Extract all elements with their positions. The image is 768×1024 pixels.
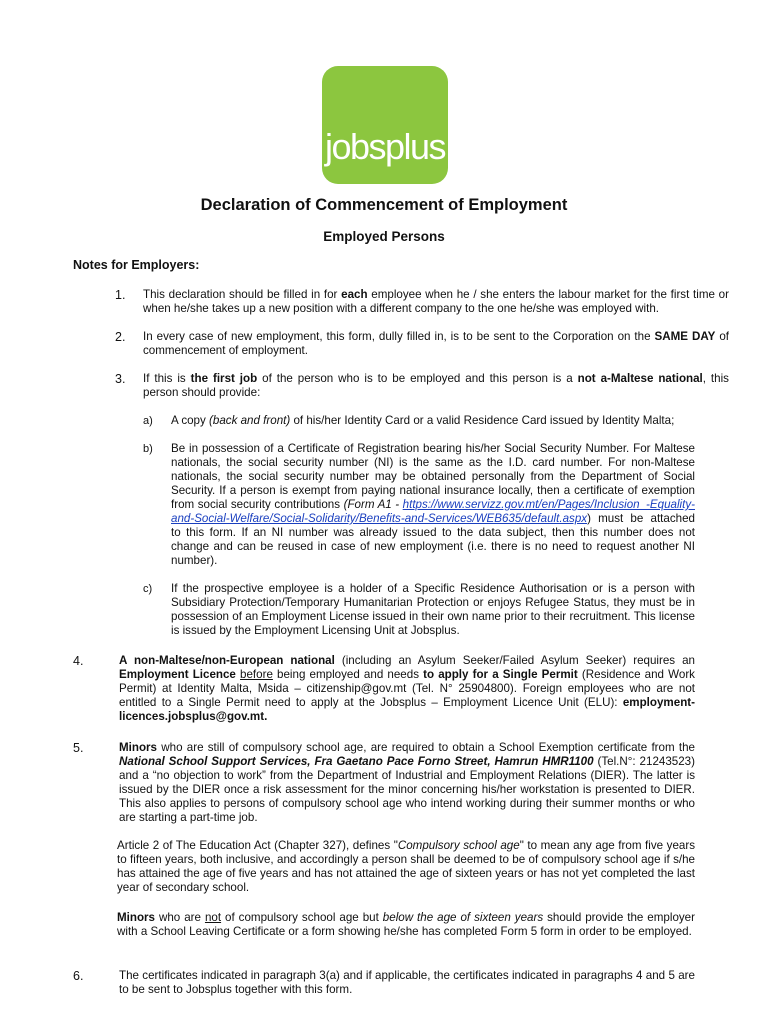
item-1-number: 1. <box>115 288 126 302</box>
item-4-text: A non-Maltese/non-European national (including an Asylum Seeker/Failed Asylum Seeker) requires an Employment Licence before being employed and needs to apply for a Single Permit (Residence and Work Permit) at Identity Malta, Msida – citizenship@gov.mt (Tel. N° 25904800). Foreign employees who are not entitled to a Single Permit need to apply at the Jobsplus – Employment Licence Unit (ELU): employment- licences.jobsplus@gov.mt. <box>119 654 695 723</box>
item-3c-text: If the prospective employee is a holder of a Specific Residence Authorisation or is a person with Subsidiary Protection/Temporary Humanitarian Protection or enjoys Refugee Status, they must be in possession of an Employment License issued in their own name prior to their recruitment. This license is issued by the Employment Licensing Unit at Jobsplus. <box>171 582 695 637</box>
item-3-number: 3. <box>115 372 126 386</box>
item-1-text: This declaration should be filled in for each employee when he / she enters the labour market for the first time or when he/she takes up a new position with a different company to the one he/she was employed with. <box>143 288 729 315</box>
item-5-paragraph-2: Article 2 of The Education Act (Chapter 327), defines "Compulsory school age" to mean any age from five years to fifteen years, both inclusive, and accordingly a person shall be deemed to be of compulsory school age if s/he has attained the age of five years and has not attained the age of sixteen years or has not yet completed the last year of secondary school. <box>117 839 696 894</box>
item-5-number: 5. <box>73 741 84 755</box>
document-title: Declaration of Commencement of Employment <box>200 196 568 214</box>
item-3a-label: a) <box>143 415 153 427</box>
logo-wordmark <box>322 126 448 168</box>
item-2-text: In every case of new employment, this form, dully filled in, is to be sent to the Corporation on the SAME DAY of commencement of employment. <box>143 330 729 357</box>
item-6-number: 6. <box>73 969 84 983</box>
item-3a-text: A copy (back and front) of his/her Identity Card or a valid Residence Card issued by Identity Malta; <box>171 414 675 427</box>
item-6-text: The certificates indicated in paragraph 3(a) and if applicable, the certificates indicated in paragraphs 4 and 5 are to be sent to Jobsplus together with this form. <box>119 969 695 996</box>
item-3-text: If this is the first job of the person who is to be employed and this person is a not a-Maltese national, this person should provide: <box>143 372 729 399</box>
item-3c-label: c) <box>143 583 153 595</box>
item-3b-text: Be in possession of a Certificate of Registration bearing his/her Social Security Number. For Maltese nationals, the social security number (NI) is the same as the I.D. card number. For non-Maltese nationals, the social security number may be obtained personally from the Department of Social Security. If a person is exempt from paying national insurance locally, then a certificate of exemption from social security contributions (Form A1 - https://www.servizz.gov.mt/en/Pages/Inclusion_-Equality-and-Social-Welfare/Social-Solidarity/Benefits-and-Services/WEB635/default.aspx) must be attached to this form. If an NI number was already issued to the data subject, then this number does not change and can be reused in case of new employment (i.e. there is no need to request another NI number). <box>171 442 695 567</box>
notes-heading: Notes for Employers: <box>73 258 200 272</box>
document-subtitle: Employed Persons <box>323 229 445 244</box>
item-5-paragraph-1: Minors who are still of compulsory school age, are required to obtain a School Exemption certificate from the National School Support Services, Fra Gaetano Pace Forno Street, Hamrun HMR1100 (Tel.N°: 21243523) and a “no objection to work” from the Department of Industrial and Employment Relations (DIER). The latter is issued by the DIER once a risk assessment for the minor concerning his/her workstation is presented to DIER. This also applies to persons of compulsory school age who intend working during their summer months or who are starting a part-time job. <box>119 741 695 824</box>
logo-text-plus: plus <box>385 126 446 167</box>
social-security-link[interactable]: https://www.servizz.gov.mt/en/Pages/Inclusion_-Equality-and-Social-Welfare/Social-Solidarity/Benefits-and-Services/WEB635/default.aspx <box>171 498 695 525</box>
item-5-paragraph-3: Minors who are not of compulsory school age but below the age of sixteen years should provide the employer with a School Leaving Certificate or a form showing he/she has completed Form 5 form in order to be employed. <box>117 911 695 938</box>
item-3b-label: b) <box>143 443 153 455</box>
jobsplus-logo <box>322 66 448 184</box>
item-4-number: 4. <box>73 654 84 668</box>
item-2-number: 2. <box>115 330 126 344</box>
logo-text-jobs: jobs <box>324 126 385 167</box>
